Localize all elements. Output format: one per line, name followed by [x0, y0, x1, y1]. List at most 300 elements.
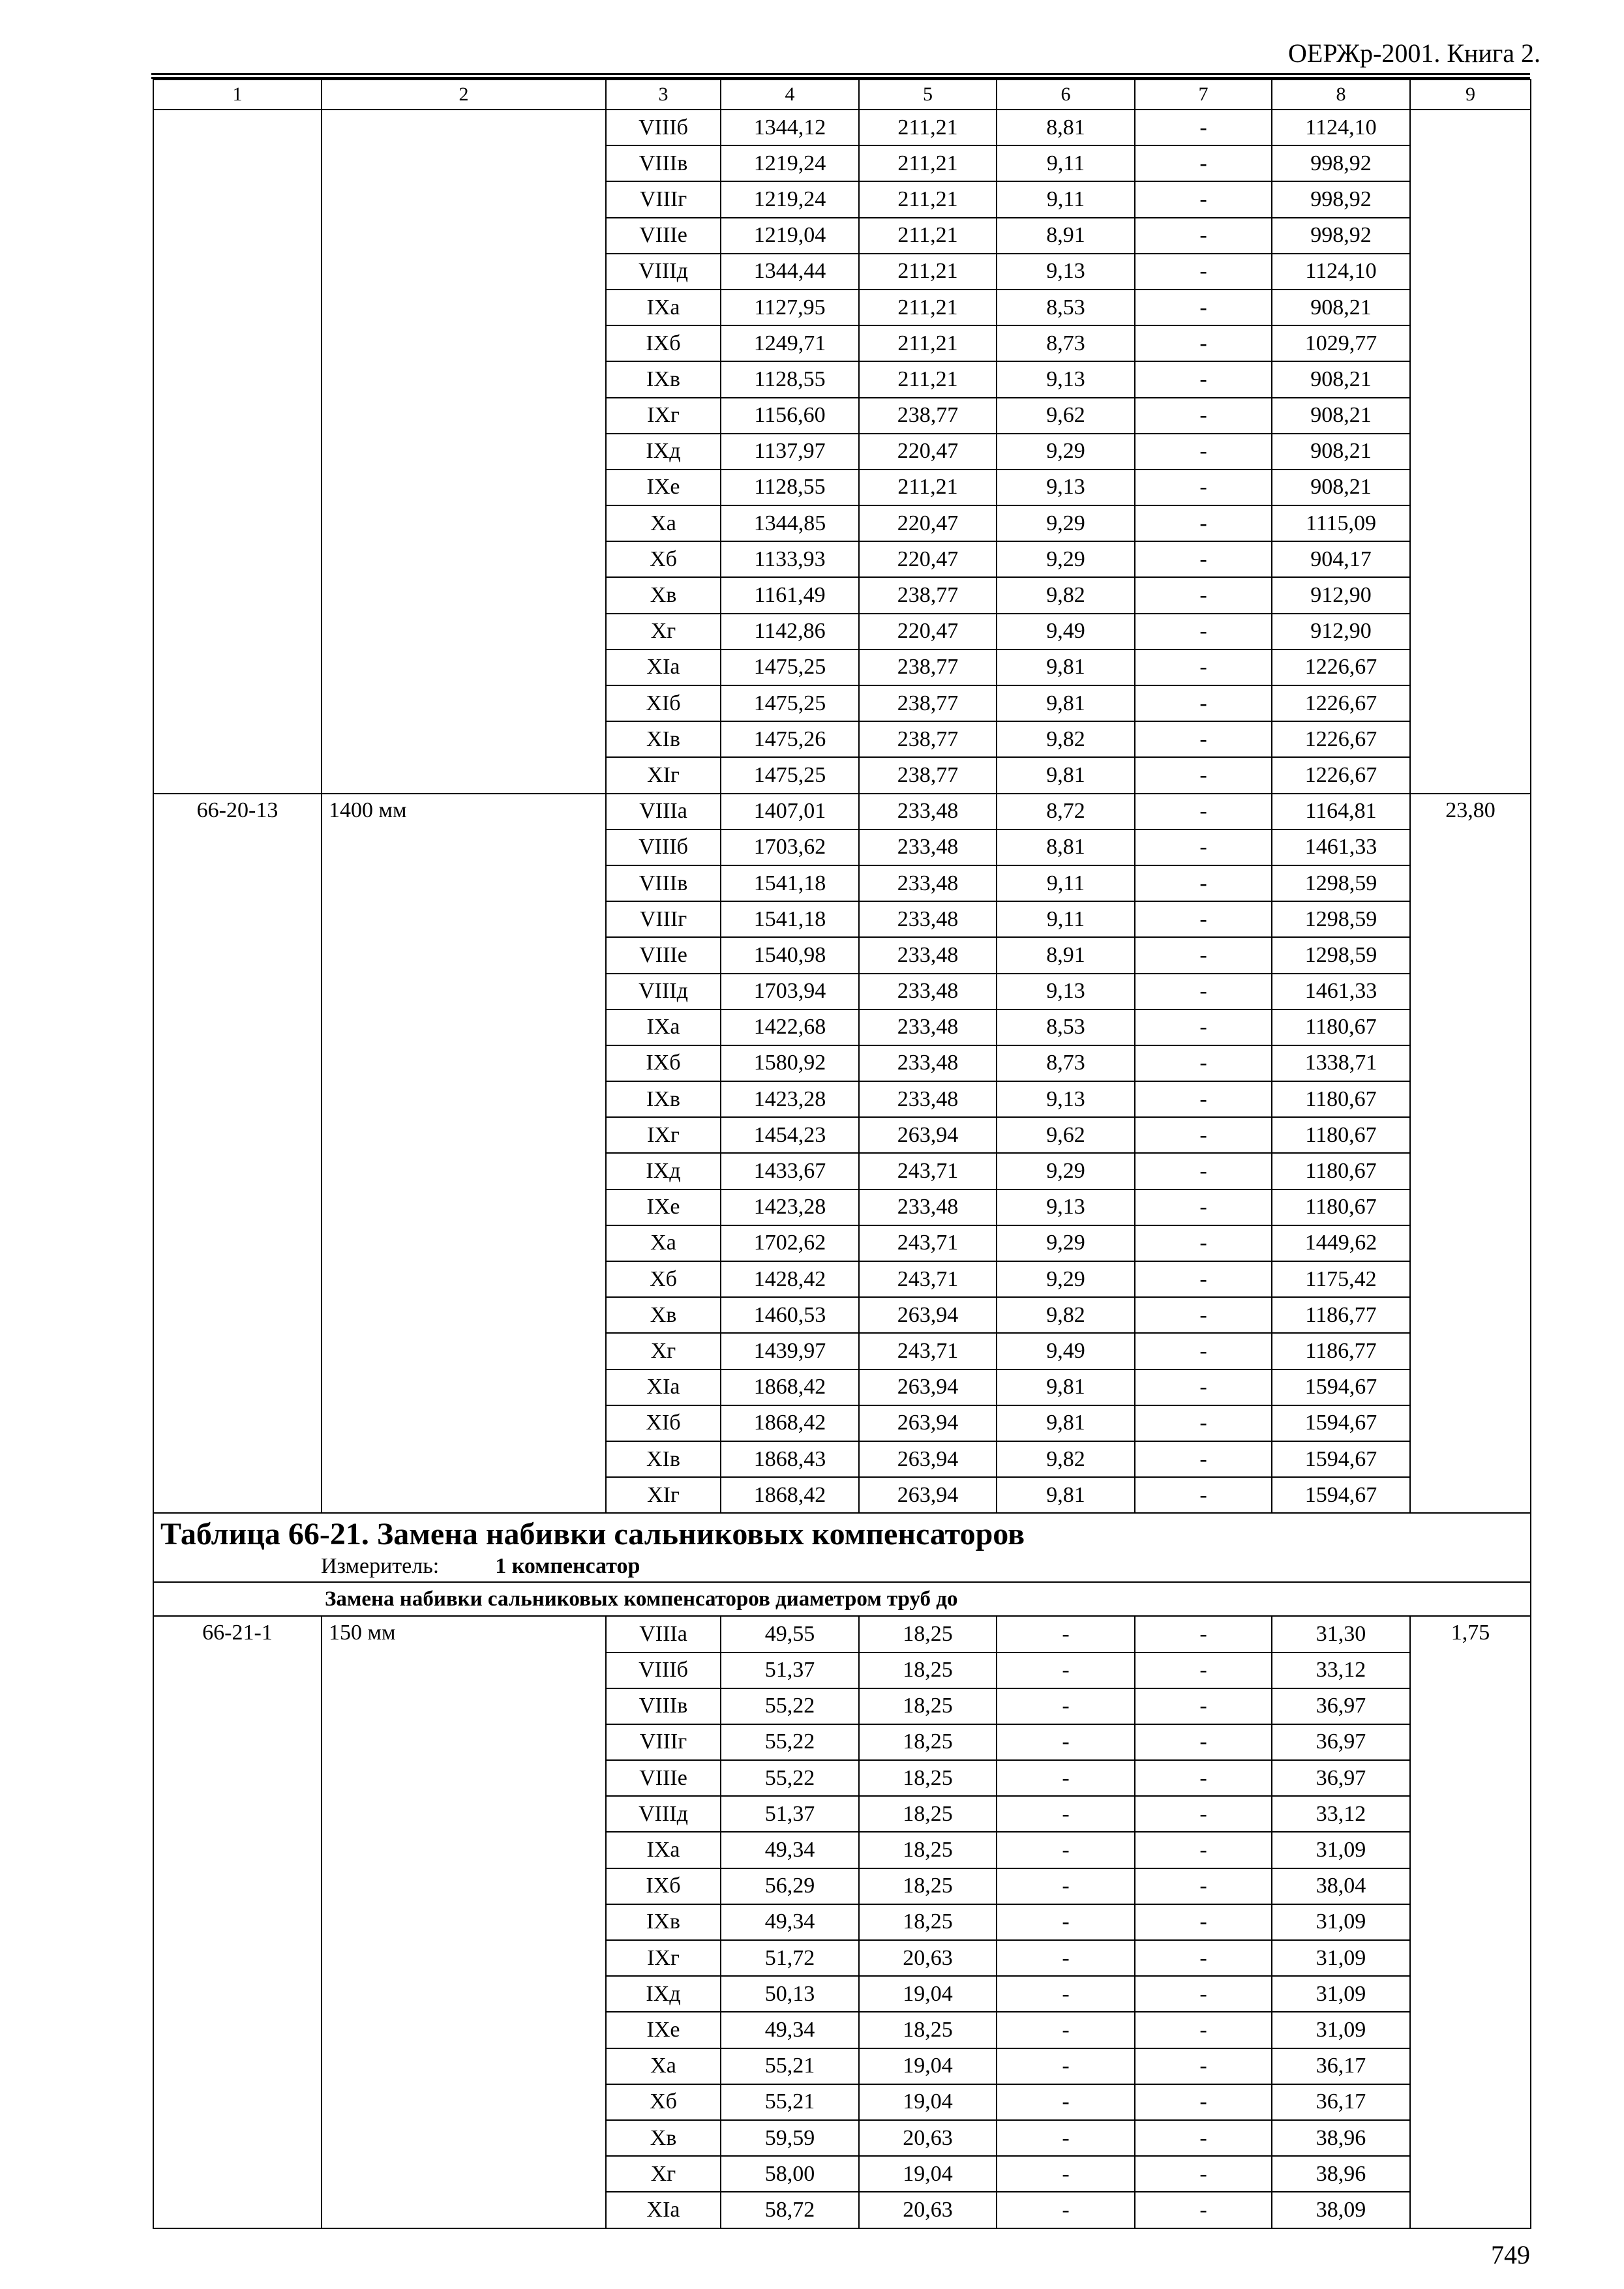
value-cell-4: 58,00: [721, 2156, 859, 2192]
value-cell-4: 1540,98: [721, 937, 859, 973]
zone-cell: IXг: [606, 398, 721, 434]
value-cell-4: 1475,25: [721, 685, 859, 721]
column-number: 9: [1410, 80, 1531, 110]
zone-cell: IXв: [606, 1081, 721, 1117]
value-cell-5: 211,21: [859, 218, 997, 254]
measure-value: 1 компенсатор: [495, 1554, 640, 1579]
zone-cell: VIIIе: [606, 1760, 721, 1796]
value-cell-6: -: [997, 1796, 1135, 1832]
value-cell-6: 9,81: [997, 1369, 1135, 1405]
zone-cell: XIг: [606, 757, 721, 793]
value-cell-6: 9,13: [997, 1081, 1135, 1117]
value-cell-4: 51,72: [721, 1940, 859, 1976]
value-cell-7: -: [1135, 1189, 1272, 1225]
value-cell-7: -: [1135, 1369, 1272, 1405]
value-cell-7: -: [1135, 505, 1272, 541]
value-cell-5: 19,04: [859, 2156, 997, 2192]
value-cell-6: 9,11: [997, 865, 1135, 901]
zone-cell: Xв: [606, 2120, 721, 2156]
value-cell-7: -: [1135, 577, 1272, 613]
value-cell-4: 49,34: [721, 1832, 859, 1868]
value-cell-5: 238,77: [859, 577, 997, 613]
value-cell-4: 49,55: [721, 1616, 859, 1652]
column-number: 6: [997, 80, 1135, 110]
value-cell-8: 904,17: [1272, 541, 1410, 577]
value-cell-4: 55,21: [721, 2048, 859, 2084]
value-cell-8: 1124,10: [1272, 110, 1410, 145]
value-cell-6: -: [997, 1832, 1135, 1868]
column-number: 7: [1135, 80, 1272, 110]
zone-cell: IXа: [606, 1832, 721, 1868]
value-cell-7: -: [1135, 1832, 1272, 1868]
zone-cell: XIг: [606, 1477, 721, 1513]
value-cell-7: -: [1135, 685, 1272, 721]
value-cell-5: 233,48: [859, 865, 997, 901]
column-number: 1: [153, 80, 322, 110]
table-row: [153, 1616, 1531, 1652]
value-cell-7: -: [1135, 1653, 1272, 1688]
value-cell-5: 233,48: [859, 937, 997, 973]
value-cell-4: 1580,92: [721, 1045, 859, 1081]
value-cell-8: 33,12: [1272, 1653, 1410, 1688]
zone-cell: IXе: [606, 1189, 721, 1225]
value-cell-4: 1703,94: [721, 974, 859, 1010]
rate-code-cell: 66-21-1: [153, 1616, 322, 2228]
value-cell-6: 9,81: [997, 757, 1135, 793]
subheading: Замена набивки сальниковых компенсаторов диаметром труб до: [153, 1582, 1531, 1616]
value-cell-7: -: [1135, 1477, 1272, 1513]
value-cell-6: 8,73: [997, 325, 1135, 361]
pipe-diameter-cell: 150 мм: [322, 1616, 606, 2228]
value-cell-5: 18,25: [859, 1653, 997, 1688]
zone-cell: Xг: [606, 614, 721, 650]
value-cell-7: -: [1135, 398, 1272, 434]
value-cell-6: 9,29: [997, 1261, 1135, 1297]
value-cell-4: 1541,18: [721, 901, 859, 937]
running-header: ОЕРЖр-2001. Книга 2.: [1288, 38, 1541, 68]
value-cell-5: 20,63: [859, 2120, 997, 2156]
value-cell-4: 1344,12: [721, 110, 859, 145]
zone-cell: VIIIд: [606, 254, 721, 290]
value-cell-5: 19,04: [859, 2084, 997, 2120]
value-cell-4: 55,22: [721, 1724, 859, 1760]
value-cell-6: -: [997, 1688, 1135, 1724]
value-cell-5: 233,48: [859, 901, 997, 937]
value-cell-6: -: [997, 1868, 1135, 1904]
value-cell-7: -: [1135, 1117, 1272, 1153]
value-cell-6: 8,81: [997, 830, 1135, 865]
value-cell-8: 908,21: [1272, 398, 1410, 434]
value-cell-5: 18,25: [859, 1760, 997, 1796]
value-cell-4: 1868,42: [721, 1405, 859, 1441]
zone-cell: XIв: [606, 1441, 721, 1477]
value-cell-8: 31,09: [1272, 1976, 1410, 2012]
value-cell-4: 50,13: [721, 1976, 859, 2012]
zone-cell: IXв: [606, 361, 721, 397]
value-cell-8: 36,97: [1272, 1688, 1410, 1724]
value-cell-8: 1164,81: [1272, 794, 1410, 830]
value-cell-7: -: [1135, 757, 1272, 793]
value-cell-5: 263,94: [859, 1297, 997, 1333]
value-cell-7: -: [1135, 1940, 1272, 1976]
value-cell-5: 18,25: [859, 1616, 997, 1652]
value-cell-6: 9,49: [997, 614, 1135, 650]
value-cell-6: 9,29: [997, 1225, 1135, 1261]
value-cell-4: 58,72: [721, 2192, 859, 2228]
zone-cell: XIб: [606, 685, 721, 721]
value-cell-6: -: [997, 1616, 1135, 1652]
value-cell-6: 9,49: [997, 1333, 1135, 1369]
value-cell-8: 1186,77: [1272, 1297, 1410, 1333]
labor-cost-cell: [1410, 110, 1531, 794]
zone-cell: IXв: [606, 1904, 721, 1940]
value-cell-7: -: [1135, 1153, 1272, 1189]
value-cell-7: -: [1135, 110, 1272, 145]
zone-cell: XIа: [606, 650, 721, 685]
value-cell-8: 1338,71: [1272, 1045, 1410, 1081]
zone-cell: IXг: [606, 1940, 721, 1976]
section-header-row: [153, 1513, 1531, 1582]
zone-cell: XIв: [606, 721, 721, 757]
value-cell-5: 238,77: [859, 757, 997, 793]
value-cell-6: -: [997, 2192, 1135, 2228]
value-cell-7: -: [1135, 218, 1272, 254]
value-cell-7: -: [1135, 434, 1272, 470]
value-cell-4: 1219,04: [721, 218, 859, 254]
value-cell-5: 18,25: [859, 1904, 997, 1940]
value-cell-8: 998,92: [1272, 145, 1410, 181]
value-cell-8: 912,90: [1272, 577, 1410, 613]
value-cell-4: 49,34: [721, 1904, 859, 1940]
value-cell-8: 1226,67: [1272, 757, 1410, 793]
zone-cell: IXб: [606, 1045, 721, 1081]
zone-cell: VIIIб: [606, 1653, 721, 1688]
value-cell-6: 8,91: [997, 937, 1135, 973]
value-cell-6: 9,82: [997, 1297, 1135, 1333]
zone-cell: VIIIе: [606, 937, 721, 973]
table-row: [153, 794, 1531, 830]
value-cell-5: 211,21: [859, 361, 997, 397]
value-cell-8: 908,21: [1272, 290, 1410, 325]
value-cell-7: -: [1135, 1081, 1272, 1117]
value-cell-6: 9,82: [997, 721, 1135, 757]
value-cell-8: 1180,67: [1272, 1117, 1410, 1153]
value-cell-6: -: [997, 2120, 1135, 2156]
table-title: Таблица 66-21. Замена набивки сальниковых компенсаторов: [160, 1517, 1025, 1552]
value-cell-7: -: [1135, 794, 1272, 830]
value-cell-4: 55,21: [721, 2084, 859, 2120]
value-cell-4: 1541,18: [721, 865, 859, 901]
value-cell-5: 233,48: [859, 1045, 997, 1081]
value-cell-6: 8,72: [997, 794, 1135, 830]
value-cell-5: 220,47: [859, 505, 997, 541]
column-number: 5: [859, 80, 997, 110]
table-row: [153, 110, 1531, 145]
value-cell-6: 8,53: [997, 290, 1135, 325]
zone-cell: Xг: [606, 2156, 721, 2192]
zone-cell: VIIIв: [606, 1688, 721, 1724]
value-cell-4: 1422,68: [721, 1010, 859, 1045]
subheading-row: [153, 1582, 1531, 1616]
value-cell-4: 1344,85: [721, 505, 859, 541]
value-cell-4: 1475,25: [721, 650, 859, 685]
value-cell-5: 20,63: [859, 1940, 997, 1976]
value-cell-8: 912,90: [1272, 614, 1410, 650]
value-cell-8: 1180,67: [1272, 1189, 1410, 1225]
value-cell-8: 1594,67: [1272, 1369, 1410, 1405]
column-number-row: [153, 80, 1531, 110]
value-cell-6: 9,81: [997, 650, 1135, 685]
value-cell-5: 18,25: [859, 1688, 997, 1724]
column-number: 3: [606, 80, 721, 110]
value-cell-6: 8,91: [997, 218, 1135, 254]
zone-cell: IXб: [606, 1868, 721, 1904]
value-cell-6: -: [997, 1653, 1135, 1688]
column-number: 4: [721, 80, 859, 110]
value-cell-8: 38,04: [1272, 1868, 1410, 1904]
value-cell-7: -: [1135, 361, 1272, 397]
value-cell-5: 18,25: [859, 1796, 997, 1832]
zone-cell: Xг: [606, 1333, 721, 1369]
zone-cell: VIIIб: [606, 830, 721, 865]
value-cell-6: 9,82: [997, 577, 1135, 613]
value-cell-4: 1433,67: [721, 1153, 859, 1189]
value-cell-8: 31,09: [1272, 2012, 1410, 2048]
value-cell-5: 238,77: [859, 398, 997, 434]
value-cell-8: 1298,59: [1272, 937, 1410, 973]
value-cell-8: 36,97: [1272, 1760, 1410, 1796]
value-cell-5: 263,94: [859, 1477, 997, 1513]
value-cell-7: -: [1135, 254, 1272, 290]
value-cell-5: 18,25: [859, 1832, 997, 1868]
value-cell-4: 1702,62: [721, 1225, 859, 1261]
value-cell-6: -: [997, 1976, 1135, 2012]
value-cell-6: 9,81: [997, 685, 1135, 721]
value-cell-6: -: [997, 1904, 1135, 1940]
value-cell-4: 1423,28: [721, 1081, 859, 1117]
zone-cell: IXа: [606, 290, 721, 325]
value-cell-6: 9,82: [997, 1441, 1135, 1477]
value-cell-8: 1186,77: [1272, 1333, 1410, 1369]
value-cell-7: -: [1135, 2084, 1272, 2120]
value-cell-4: 1219,24: [721, 181, 859, 217]
value-cell-7: -: [1135, 830, 1272, 865]
value-cell-8: 1226,67: [1272, 685, 1410, 721]
value-cell-4: 51,37: [721, 1653, 859, 1688]
value-cell-4: 1868,43: [721, 1441, 859, 1477]
zone-cell: Xб: [606, 1261, 721, 1297]
value-cell-5: 233,48: [859, 830, 997, 865]
value-cell-6: 8,81: [997, 110, 1135, 145]
value-cell-6: -: [997, 2156, 1135, 2192]
value-cell-7: -: [1135, 1724, 1272, 1760]
value-cell-6: 9,29: [997, 434, 1135, 470]
value-cell-4: 56,29: [721, 1868, 859, 1904]
value-cell-8: 38,09: [1272, 2192, 1410, 2228]
zone-cell: XIа: [606, 2192, 721, 2228]
measure-label: Измеритель:: [321, 1554, 440, 1579]
value-cell-4: 1407,01: [721, 794, 859, 830]
value-cell-7: -: [1135, 614, 1272, 650]
value-cell-5: 220,47: [859, 614, 997, 650]
value-cell-8: 31,30: [1272, 1616, 1410, 1652]
value-cell-7: -: [1135, 290, 1272, 325]
value-cell-5: 211,21: [859, 290, 997, 325]
value-cell-6: 9,13: [997, 974, 1135, 1010]
value-cell-8: 31,09: [1272, 1940, 1410, 1976]
value-cell-7: -: [1135, 650, 1272, 685]
zone-cell: VIIIа: [606, 794, 721, 830]
value-cell-7: -: [1135, 325, 1272, 361]
section-header: [153, 1513, 1531, 1582]
value-cell-7: -: [1135, 1868, 1272, 1904]
zone-cell: VIIIд: [606, 1796, 721, 1832]
pipe-diameter-cell: [322, 110, 606, 794]
value-cell-8: 36,17: [1272, 2084, 1410, 2120]
value-cell-5: 19,04: [859, 2048, 997, 2084]
value-cell-5: 211,21: [859, 325, 997, 361]
zone-cell: IXб: [606, 325, 721, 361]
value-cell-6: 9,62: [997, 398, 1135, 434]
zone-cell: IXа: [606, 1010, 721, 1045]
zone-cell: Xб: [606, 2084, 721, 2120]
value-cell-6: -: [997, 2084, 1135, 2120]
zone-cell: IXд: [606, 1153, 721, 1189]
value-cell-7: -: [1135, 1616, 1272, 1652]
value-cell-4: 1868,42: [721, 1477, 859, 1513]
pipe-diameter-cell: 1400 мм: [322, 794, 606, 1514]
value-cell-5: 263,94: [859, 1405, 997, 1441]
value-cell-8: 1461,33: [1272, 830, 1410, 865]
value-cell-5: 233,48: [859, 1010, 997, 1045]
value-cell-5: 211,21: [859, 145, 997, 181]
zone-cell: VIIIа: [606, 1616, 721, 1652]
value-cell-7: -: [1135, 1297, 1272, 1333]
measure-line: [160, 1555, 1524, 1578]
value-cell-4: 1249,71: [721, 325, 859, 361]
value-cell-7: -: [1135, 181, 1272, 217]
value-cell-8: 1029,77: [1272, 325, 1410, 361]
zone-cell: XIб: [606, 1405, 721, 1441]
zone-cell: VIIIе: [606, 218, 721, 254]
value-cell-7: -: [1135, 1261, 1272, 1297]
value-cell-4: 1219,24: [721, 145, 859, 181]
value-cell-5: 19,04: [859, 1976, 997, 2012]
value-cell-8: 1594,67: [1272, 1477, 1410, 1513]
value-cell-8: 1180,67: [1272, 1153, 1410, 1189]
value-cell-7: -: [1135, 1904, 1272, 1940]
value-cell-4: 49,34: [721, 2012, 859, 2048]
value-cell-4: 1703,62: [721, 830, 859, 865]
value-cell-7: -: [1135, 1976, 1272, 2012]
value-cell-7: -: [1135, 1441, 1272, 1477]
value-cell-6: 9,29: [997, 541, 1135, 577]
zone-cell: VIIIв: [606, 865, 721, 901]
column-number: 2: [322, 80, 606, 110]
value-cell-4: 1475,26: [721, 721, 859, 757]
value-cell-7: -: [1135, 1045, 1272, 1081]
value-cell-6: 9,11: [997, 181, 1135, 217]
value-cell-4: 1128,55: [721, 470, 859, 505]
value-cell-5: 18,25: [859, 2012, 997, 2048]
value-cell-6: 8,53: [997, 1010, 1135, 1045]
value-cell-5: 243,71: [859, 1153, 997, 1189]
value-cell-6: 9,81: [997, 1405, 1135, 1441]
value-cell-7: -: [1135, 937, 1272, 973]
value-cell-5: 263,94: [859, 1369, 997, 1405]
labor-cost-cell: 1,75: [1410, 1616, 1531, 2228]
value-cell-8: 1180,67: [1272, 1081, 1410, 1117]
value-cell-8: 908,21: [1272, 361, 1410, 397]
value-cell-8: 1175,42: [1272, 1261, 1410, 1297]
rates-table: [153, 79, 1531, 2229]
value-cell-5: 233,48: [859, 1081, 997, 1117]
value-cell-8: 908,21: [1272, 470, 1410, 505]
value-cell-4: 1868,42: [721, 1369, 859, 1405]
value-cell-4: 1142,86: [721, 614, 859, 650]
value-cell-6: 8,73: [997, 1045, 1135, 1081]
value-cell-4: 1161,49: [721, 577, 859, 613]
zone-cell: VIIIб: [606, 110, 721, 145]
value-cell-8: 31,09: [1272, 1904, 1410, 1940]
value-cell-4: 1428,42: [721, 1261, 859, 1297]
value-cell-6: 9,29: [997, 1153, 1135, 1189]
value-cell-7: -: [1135, 2048, 1272, 2084]
value-cell-5: 243,71: [859, 1225, 997, 1261]
value-cell-5: 233,48: [859, 974, 997, 1010]
value-cell-8: 998,92: [1272, 218, 1410, 254]
value-cell-4: 1156,60: [721, 398, 859, 434]
value-cell-7: -: [1135, 541, 1272, 577]
value-cell-8: 1180,67: [1272, 1010, 1410, 1045]
value-cell-6: 9,81: [997, 1477, 1135, 1513]
zone-cell: Xа: [606, 2048, 721, 2084]
value-cell-8: 36,17: [1272, 2048, 1410, 2084]
value-cell-5: 18,25: [859, 1868, 997, 1904]
value-cell-5: 18,25: [859, 1724, 997, 1760]
labor-cost-cell: 23,80: [1410, 794, 1531, 1514]
value-cell-6: -: [997, 1940, 1135, 1976]
value-cell-5: 243,71: [859, 1333, 997, 1369]
zone-cell: VIIIг: [606, 1724, 721, 1760]
value-cell-8: 1298,59: [1272, 865, 1410, 901]
value-cell-8: 33,12: [1272, 1796, 1410, 1832]
value-cell-6: 9,13: [997, 1189, 1135, 1225]
value-cell-7: -: [1135, 721, 1272, 757]
value-cell-8: 1115,09: [1272, 505, 1410, 541]
value-cell-7: -: [1135, 2012, 1272, 2048]
value-cell-8: 1226,67: [1272, 650, 1410, 685]
value-cell-7: -: [1135, 1760, 1272, 1796]
value-cell-5: 220,47: [859, 541, 997, 577]
value-cell-7: -: [1135, 2156, 1272, 2192]
header-rule: [151, 73, 1530, 75]
value-cell-7: -: [1135, 1796, 1272, 1832]
value-cell-6: -: [997, 2012, 1135, 2048]
value-cell-8: 38,96: [1272, 2120, 1410, 2156]
value-cell-5: 238,77: [859, 685, 997, 721]
value-cell-8: 1594,67: [1272, 1405, 1410, 1441]
value-cell-4: 1460,53: [721, 1297, 859, 1333]
value-cell-8: 1461,33: [1272, 974, 1410, 1010]
value-cell-6: 9,13: [997, 254, 1135, 290]
value-cell-6: 9,62: [997, 1117, 1135, 1153]
value-cell-6: 9,11: [997, 901, 1135, 937]
value-cell-5: 233,48: [859, 1189, 997, 1225]
value-cell-5: 238,77: [859, 650, 997, 685]
zone-cell: IXе: [606, 470, 721, 505]
value-cell-7: -: [1135, 2120, 1272, 2156]
